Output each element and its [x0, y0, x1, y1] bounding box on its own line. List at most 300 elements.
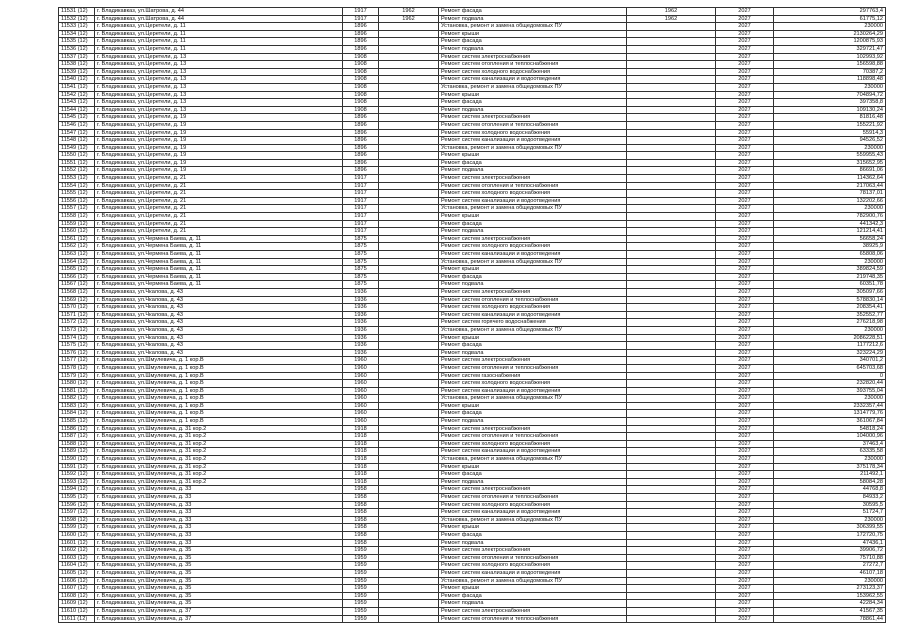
cost-cell: 0	[774, 372, 886, 380]
work-type-cell: Установка, ремонт и замена общедомовых ПУ	[439, 23, 627, 31]
renovation-year-cell	[627, 228, 716, 236]
work-type-cell: Установка, ремонт и замена общедомовых ПУ	[439, 205, 627, 213]
reconstruction-year-cell	[379, 220, 439, 228]
row-number-cell: 11590 (12)	[59, 456, 95, 464]
build-year-cell: 1896	[343, 144, 379, 152]
plan-year-cell: 2027	[716, 478, 774, 486]
work-type-cell: Ремонт систем электроснабжения	[439, 288, 627, 296]
renovation-year-cell	[627, 319, 716, 327]
table-row	[59, 547, 886, 555]
work-type-cell: Ремонт систем холодного водоснабжения	[439, 501, 627, 509]
row-number-cell: 11541 (12)	[59, 83, 95, 91]
table-row	[59, 243, 886, 251]
address-cell: г. Владикавказ, ул.Церетели, д. 21	[95, 175, 343, 183]
address-cell: г. Владикавказ, ул.Чкалова, д. 43	[95, 349, 343, 357]
plan-year-cell: 2027	[716, 577, 774, 585]
work-type-cell: Ремонт подвала	[439, 281, 627, 289]
row-number-cell: 11599 (12)	[59, 524, 95, 532]
plan-year-cell: 2027	[716, 137, 774, 145]
table-row	[59, 516, 886, 524]
row-number-cell: 11539 (12)	[59, 68, 95, 76]
row-number-cell: 11559 (12)	[59, 220, 95, 228]
build-year-cell: 1936	[343, 326, 379, 334]
cost-cell: 37463,4	[774, 440, 886, 448]
table-row	[59, 114, 886, 122]
cost-cell: 323224,29	[774, 349, 886, 357]
renovation-year-cell: 1962	[627, 8, 716, 16]
cost-cell: 230000	[774, 516, 886, 524]
work-type-cell: Ремонт систем канализации и водоотведения	[439, 76, 627, 84]
reconstruction-year-cell	[379, 334, 439, 342]
address-cell: г. Владикавказ, ул.Церетели, д. 21	[95, 197, 343, 205]
table-row	[59, 387, 886, 395]
reconstruction-year-cell	[379, 402, 439, 410]
row-number-cell: 11569 (12)	[59, 296, 95, 304]
cost-cell: 104000,96	[774, 433, 886, 441]
cost-cell: 1314779,76	[774, 410, 886, 418]
build-year-cell: 1896	[343, 30, 379, 38]
renovation-year-cell	[627, 463, 716, 471]
table-row	[59, 585, 886, 593]
renovation-year-cell	[627, 159, 716, 167]
table-row	[59, 539, 886, 547]
row-number-cell: 11574 (12)	[59, 334, 95, 342]
renovation-year-cell	[627, 554, 716, 562]
address-cell: г. Владикавказ, ул.Чкалова, д. 43	[95, 304, 343, 312]
row-number-cell: 11547 (12)	[59, 129, 95, 137]
row-number-cell: 11550 (12)	[59, 152, 95, 160]
table-row	[59, 592, 886, 600]
work-type-cell: Ремонт систем горячего водоснабжения	[439, 319, 627, 327]
address-cell: г. Владикавказ, ул.Чкалова, д. 43	[95, 319, 343, 327]
table-row	[59, 266, 886, 274]
address-cell: г. Владикавказ, ул.Шмулевича, д. 31 кор.2	[95, 448, 343, 456]
plan-year-cell: 2027	[716, 342, 774, 350]
table-row	[59, 296, 886, 304]
address-cell: г. Владикавказ, ул.Шмулевича, д. 35	[95, 600, 343, 608]
table-row	[59, 425, 886, 433]
table-row	[59, 213, 886, 221]
plan-year-cell: 2027	[716, 569, 774, 577]
reconstruction-year-cell	[379, 562, 439, 570]
build-year-cell: 1958	[343, 494, 379, 502]
work-type-cell: Ремонт систем канализации и водоотведения	[439, 387, 627, 395]
table-row	[59, 121, 886, 129]
work-type-cell: Ремонт систем отопления и теплоснабжения	[439, 121, 627, 129]
row-number-cell: 11587 (12)	[59, 433, 95, 441]
plan-year-cell: 2027	[716, 258, 774, 266]
reconstruction-year-cell	[379, 440, 439, 448]
reconstruction-year-cell	[379, 539, 439, 547]
build-year-cell: 1896	[343, 121, 379, 129]
plan-year-cell: 2027	[716, 281, 774, 289]
build-year-cell: 1959	[343, 615, 379, 623]
row-number-cell: 11582 (12)	[59, 395, 95, 403]
renovation-year-cell	[627, 45, 716, 53]
work-type-cell: Установка, ремонт и замена общедомовых ПУ	[439, 326, 627, 334]
table-row	[59, 53, 886, 61]
row-number-cell: 11579 (12)	[59, 372, 95, 380]
cost-cell: 172720,75	[774, 531, 886, 539]
plan-year-cell: 2027	[716, 266, 774, 274]
reconstruction-year-cell	[379, 395, 439, 403]
reconstruction-year-cell	[379, 311, 439, 319]
table-row	[59, 448, 886, 456]
address-cell: г. Владикавказ, ул.Шмулевича, д. 31 кор.2	[95, 478, 343, 486]
table-row	[59, 402, 886, 410]
address-cell: г. Владикавказ, ул.Шмулевича, д. 31 кор.2	[95, 433, 343, 441]
table-row	[59, 410, 886, 418]
row-number-cell: 11576 (12)	[59, 349, 95, 357]
work-type-cell: Ремонт фасада	[439, 220, 627, 228]
row-number-cell: 11586 (12)	[59, 425, 95, 433]
renovation-year-cell	[627, 334, 716, 342]
plan-year-cell: 2027	[716, 76, 774, 84]
address-cell: г. Владикавказ, ул.Шмулевича, д. 1 кор.В	[95, 402, 343, 410]
table-row	[59, 197, 886, 205]
build-year-cell: 1917	[343, 182, 379, 190]
renovation-year-cell	[627, 30, 716, 38]
plan-year-cell: 2027	[716, 273, 774, 281]
table-row	[59, 440, 886, 448]
build-year-cell: 1875	[343, 258, 379, 266]
address-cell: г. Владикавказ, ул.Чкалова, д. 43	[95, 334, 343, 342]
reconstruction-year-cell	[379, 387, 439, 395]
build-year-cell: 1960	[343, 402, 379, 410]
table-row	[59, 478, 886, 486]
cost-cell: 70387,2	[774, 68, 886, 76]
plan-year-cell: 2027	[716, 45, 774, 53]
renovation-year-cell	[627, 197, 716, 205]
work-type-cell: Ремонт систем отопления и теплоснабжения	[439, 61, 627, 69]
renovation-year-cell	[627, 562, 716, 570]
build-year-cell: 1958	[343, 486, 379, 494]
reconstruction-year-cell	[379, 137, 439, 145]
plan-year-cell: 2027	[716, 326, 774, 334]
reconstruction-year-cell: 1962	[379, 15, 439, 23]
renovation-year-cell	[627, 23, 716, 31]
build-year-cell: 1918	[343, 440, 379, 448]
build-year-cell: 1958	[343, 501, 379, 509]
reconstruction-year-cell	[379, 266, 439, 274]
table-row	[59, 456, 886, 464]
build-year-cell: 1918	[343, 471, 379, 479]
cost-cell: 1200875,93	[774, 38, 886, 46]
cost-cell: 132202,66	[774, 197, 886, 205]
work-type-cell: Ремонт крыши	[439, 213, 627, 221]
renovation-year-cell	[627, 61, 716, 69]
cost-cell: 153962,55	[774, 592, 886, 600]
row-number-cell: 11549 (12)	[59, 144, 95, 152]
work-type-cell: Ремонт систем холодного водоснабжения	[439, 243, 627, 251]
reconstruction-year-cell	[379, 600, 439, 608]
work-type-cell: Ремонт систем холодного водоснабжения	[439, 304, 627, 312]
work-type-cell: Ремонт систем отопления и теплоснабжения	[439, 182, 627, 190]
work-type-cell: Установка, ремонт и замена общедомовых ПУ	[439, 516, 627, 524]
reconstruction-year-cell	[379, 235, 439, 243]
plan-year-cell: 2027	[716, 114, 774, 122]
renovation-year-cell	[627, 486, 716, 494]
table-row	[59, 99, 886, 107]
row-number-cell: 11611 (12)	[59, 615, 95, 623]
renovation-year-cell	[627, 539, 716, 547]
cost-cell: 305097,66	[774, 288, 886, 296]
table-row	[59, 569, 886, 577]
reconstruction-year-cell	[379, 243, 439, 251]
row-number-cell: 11572 (12)	[59, 319, 95, 327]
table-row	[59, 220, 886, 228]
row-number-cell: 11595 (12)	[59, 494, 95, 502]
table-row	[59, 311, 886, 319]
row-number-cell: 11575 (12)	[59, 342, 95, 350]
cost-cell: 329721,47	[774, 45, 886, 53]
renovation-year-cell	[627, 456, 716, 464]
renovation-year-cell	[627, 531, 716, 539]
build-year-cell: 1875	[343, 273, 379, 281]
renovation-year-cell	[627, 547, 716, 555]
renovation-year-cell	[627, 182, 716, 190]
build-year-cell: 1896	[343, 167, 379, 175]
address-cell: г. Владикавказ, ул.Шмулевича, д. 1 кор.В	[95, 364, 343, 372]
row-number-cell: 11605 (12)	[59, 569, 95, 577]
renovation-year-cell	[627, 501, 716, 509]
work-type-cell: Установка, ремонт и замена общедомовых ПУ	[439, 456, 627, 464]
work-type-cell: Ремонт подвала	[439, 45, 627, 53]
build-year-cell: 1875	[343, 235, 379, 243]
reconstruction-year-cell	[379, 349, 439, 357]
address-cell: г. Владикавказ, ул.Церетели, д. 11	[95, 30, 343, 38]
reconstruction-year-cell	[379, 410, 439, 418]
table-row	[59, 23, 886, 31]
plan-year-cell: 2027	[716, 494, 774, 502]
row-number-cell: 11606 (12)	[59, 577, 95, 585]
reconstruction-year-cell	[379, 364, 439, 372]
work-type-cell: Ремонт фасада	[439, 592, 627, 600]
build-year-cell: 1896	[343, 23, 379, 31]
row-number-cell: 11591 (12)	[59, 463, 95, 471]
build-year-cell: 1908	[343, 91, 379, 99]
cost-cell: 44768,8	[774, 486, 886, 494]
work-type-cell: Ремонт крыши	[439, 152, 627, 160]
plan-year-cell: 2027	[716, 205, 774, 213]
work-type-cell: Ремонт систем отопления и теплоснабжения	[439, 554, 627, 562]
renovation-year-cell	[627, 273, 716, 281]
cost-cell: 389824,59	[774, 266, 886, 274]
table-row	[59, 326, 886, 334]
address-cell: г. Владикавказ, ул.Церетели, д. 11	[95, 45, 343, 53]
work-type-cell: Ремонт фасада	[439, 531, 627, 539]
plan-year-cell: 2027	[716, 83, 774, 91]
cost-cell: 78137,01	[774, 190, 886, 198]
plan-year-cell: 2027	[716, 539, 774, 547]
table-row	[59, 129, 886, 137]
row-number-cell: 11608 (12)	[59, 592, 95, 600]
reconstruction-year-cell	[379, 121, 439, 129]
build-year-cell: 1896	[343, 152, 379, 160]
plan-year-cell: 2027	[716, 440, 774, 448]
row-number-cell: 11555 (12)	[59, 190, 95, 198]
address-cell: г. Владикавказ, ул.Церетели, д. 21	[95, 182, 343, 190]
plan-year-cell: 2027	[716, 304, 774, 312]
reconstruction-year-cell	[379, 76, 439, 84]
cost-cell: 78861,44	[774, 615, 886, 623]
reconstruction-year-cell	[379, 273, 439, 281]
reconstruction-year-cell	[379, 30, 439, 38]
row-number-cell: 11584 (12)	[59, 410, 95, 418]
address-cell: г. Владикавказ, ул.Шмулевича, д. 1 кор.В	[95, 410, 343, 418]
plan-year-cell: 2027	[716, 296, 774, 304]
cost-cell: 58084,28	[774, 478, 886, 486]
table-row	[59, 380, 886, 388]
build-year-cell: 1958	[343, 539, 379, 547]
plan-year-cell: 2027	[716, 228, 774, 236]
build-year-cell: 1908	[343, 68, 379, 76]
cost-cell: 211492,1	[774, 471, 886, 479]
cost-cell: 63335,58	[774, 448, 886, 456]
reconstruction-year-cell	[379, 152, 439, 160]
build-year-cell: 1896	[343, 38, 379, 46]
renovation-year-cell	[627, 213, 716, 221]
row-number-cell: 11556 (12)	[59, 197, 95, 205]
table-row	[59, 159, 886, 167]
build-year-cell: 1918	[343, 456, 379, 464]
build-year-cell: 1960	[343, 395, 379, 403]
renovation-year-cell	[627, 304, 716, 312]
plan-year-cell: 2027	[716, 615, 774, 623]
plan-year-cell: 2027	[716, 152, 774, 160]
table-row	[59, 357, 886, 365]
cost-cell: 230000	[774, 326, 886, 334]
row-number-cell: 11548 (12)	[59, 137, 95, 145]
plan-year-cell: 2027	[716, 547, 774, 555]
address-cell: г. Владикавказ, ул.Черменa Баева, д. 11	[95, 281, 343, 289]
address-cell: г. Владикавказ, ул.Шмулевича, д. 33	[95, 516, 343, 524]
plan-year-cell: 2027	[716, 509, 774, 517]
address-cell: г. Владикавказ, ул.Шмулевича, д. 33	[95, 486, 343, 494]
work-type-cell: Ремонт систем канализации и водоотведения	[439, 137, 627, 145]
address-cell: г. Владикавказ, ул.Шмулевича, д. 31 кор.2	[95, 440, 343, 448]
table-row	[59, 471, 886, 479]
cost-cell: 230000	[774, 456, 886, 464]
plan-year-cell: 2027	[716, 144, 774, 152]
address-cell: г. Владикавказ, ул.Шмулевича, д. 1 кор.В	[95, 418, 343, 426]
row-number-cell: 11570 (12)	[59, 304, 95, 312]
plan-year-cell: 2027	[716, 167, 774, 175]
work-type-cell: Ремонт систем холодного водоснабжения	[439, 440, 627, 448]
row-number-cell: 11600 (12)	[59, 531, 95, 539]
address-cell: г. Владикавказ, ул.Шмулевича, д. 35	[95, 592, 343, 600]
work-type-cell: Ремонт систем канализации и водоотведения	[439, 251, 627, 259]
work-type-cell: Ремонт систем электроснабжения	[439, 607, 627, 615]
renovation-year-cell	[627, 448, 716, 456]
table-row	[59, 349, 886, 357]
build-year-cell: 1960	[343, 387, 379, 395]
renovation-year-cell	[627, 600, 716, 608]
address-cell: г. Владикавказ, ул.Церетели, д. 21	[95, 220, 343, 228]
work-type-cell: Установка, ремонт и замена общедомовых ПУ	[439, 395, 627, 403]
work-type-cell: Ремонт систем газоснабжения	[439, 372, 627, 380]
reconstruction-year-cell	[379, 167, 439, 175]
plan-year-cell: 2027	[716, 38, 774, 46]
renovation-year-cell	[627, 615, 716, 623]
renovation-year-cell	[627, 577, 716, 585]
address-cell: г. Владикавказ, ул.Черменa Баева, д. 11	[95, 266, 343, 274]
build-year-cell: 1896	[343, 129, 379, 137]
reconstruction-year-cell	[379, 175, 439, 183]
build-year-cell: 1958	[343, 516, 379, 524]
cost-cell: 276218,98	[774, 319, 886, 327]
cost-cell: 81816,48	[774, 114, 886, 122]
renovation-year-cell	[627, 357, 716, 365]
work-type-cell: Ремонт систем холодного водоснабжения	[439, 380, 627, 388]
table-row	[59, 433, 886, 441]
address-cell: г. Владикавказ, ул.Чкалова, д. 43	[95, 288, 343, 296]
work-type-cell: Ремонт фасада	[439, 471, 627, 479]
table-row	[59, 190, 886, 198]
table-row	[59, 273, 886, 281]
address-cell: г. Владикавказ, ул.Шмулевича, д. 35	[95, 547, 343, 555]
reconstruction-year-cell	[379, 478, 439, 486]
cost-cell: 230000	[774, 83, 886, 91]
table-row	[59, 319, 886, 327]
plan-year-cell: 2027	[716, 190, 774, 198]
renovation-year-cell	[627, 433, 716, 441]
address-cell: г. Владикавказ, ул.Шмулевича, д. 1 кор.В	[95, 395, 343, 403]
reconstruction-year-cell	[379, 501, 439, 509]
address-cell: г. Владикавказ, ул.Шмулевича, д. 33	[95, 494, 343, 502]
renovation-year-cell	[627, 251, 716, 259]
address-cell: г. Владикавказ, ул.Церетели, д. 19	[95, 152, 343, 160]
table-row	[59, 106, 886, 114]
plan-year-cell: 2027	[716, 68, 774, 76]
cost-cell: 54818,24	[774, 425, 886, 433]
work-type-cell: Ремонт систем холодного водоснабжения	[439, 190, 627, 198]
cost-cell: 75710,88	[774, 554, 886, 562]
cost-cell: 109130,24	[774, 106, 886, 114]
reconstruction-year-cell	[379, 524, 439, 532]
plan-year-cell: 2027	[716, 91, 774, 99]
cost-cell: 315652,95	[774, 159, 886, 167]
build-year-cell: 1958	[343, 509, 379, 517]
build-year-cell: 1908	[343, 99, 379, 107]
work-type-cell: Ремонт фасада	[439, 8, 627, 16]
work-type-cell: Ремонт фасада	[439, 273, 627, 281]
cost-cell: 1177212,6	[774, 342, 886, 350]
reconstruction-year-cell	[379, 494, 439, 502]
renovation-year-cell	[627, 364, 716, 372]
build-year-cell: 1917	[343, 213, 379, 221]
address-cell: г. Владикавказ, ул.Церетели, д. 11	[95, 38, 343, 46]
address-cell: г. Владикавказ, ул.Шмулевича, д. 31 кор.2	[95, 471, 343, 479]
build-year-cell: 1908	[343, 83, 379, 91]
table-row	[59, 182, 886, 190]
address-cell: г. Владикавказ, ул.Шмулевича, д. 31 кор.2	[95, 425, 343, 433]
work-type-cell: Ремонт систем канализации и водоотведения	[439, 569, 627, 577]
address-cell: г. Владикавказ, ул.Черменa Баева, д. 11	[95, 258, 343, 266]
address-cell: г. Владикавказ, ул.Церетели, д. 11	[95, 23, 343, 31]
row-number-cell: 11580 (12)	[59, 380, 95, 388]
build-year-cell: 1875	[343, 266, 379, 274]
renovation-year-cell	[627, 288, 716, 296]
plan-year-cell: 2027	[716, 402, 774, 410]
table-row	[59, 577, 886, 585]
cost-cell: 39906,72	[774, 547, 886, 555]
row-number-cell: 11536 (12)	[59, 45, 95, 53]
cost-cell: 559955,43	[774, 152, 886, 160]
renovation-year-cell	[627, 524, 716, 532]
build-year-cell: 1959	[343, 585, 379, 593]
address-cell: г. Владикавказ, ул.Шмулевича, д. 31 кор.2	[95, 456, 343, 464]
